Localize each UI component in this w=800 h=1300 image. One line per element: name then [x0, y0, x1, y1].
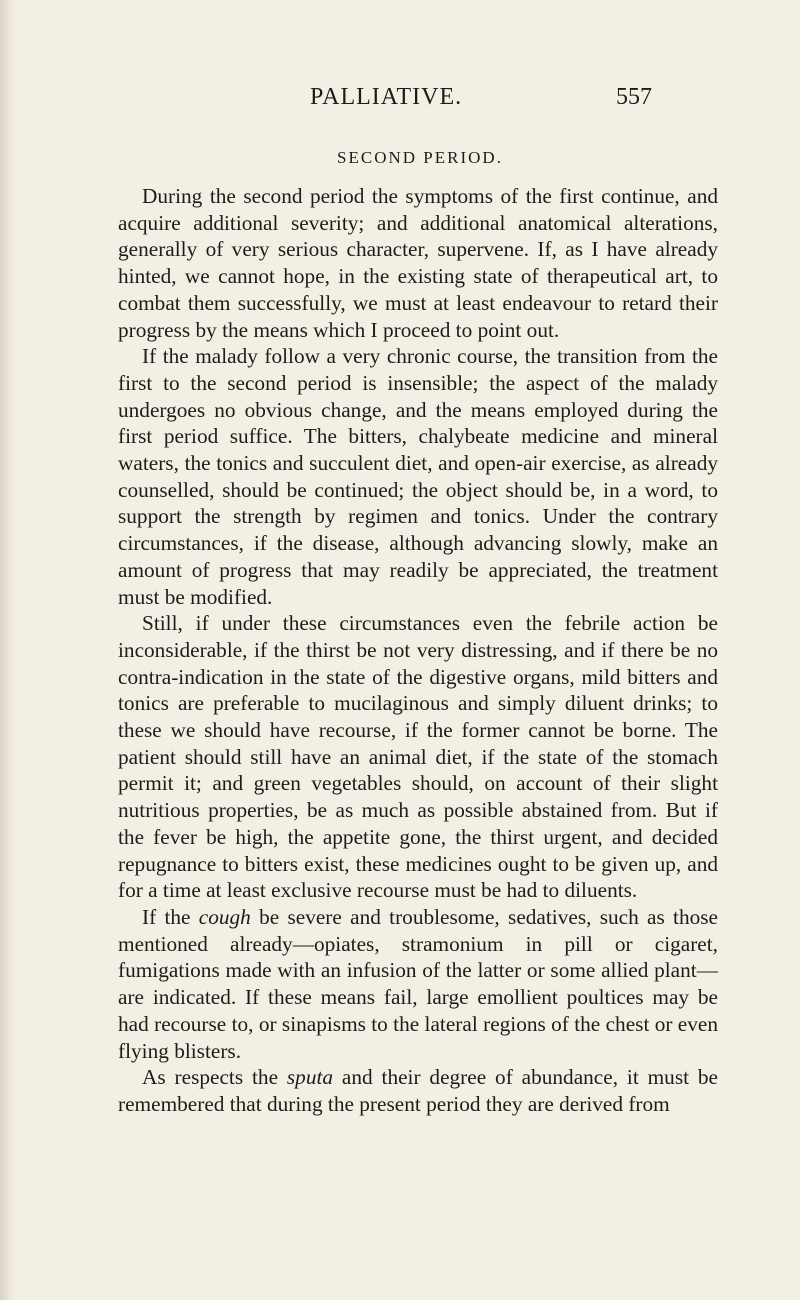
- sputa-text-after: and their degree of abundance, it must be remembered that during the present period they are derived from: [118, 1065, 718, 1116]
- paragraph-sputa: [118, 1064, 718, 1117]
- paragraph-1: During the second period the symptoms of the first continue, and acquire additional severity; and additional anatomical alterations, generally of very serious character, supervene. If, as I have already hinted, we cannot hope, in the existing state of therapeutical art, to combat them successfully, we must at least endeavour to retard their progress by the means which I proceed to point out.: [118, 184, 718, 342]
- paragraph-2: If the malady follow a very chronic course, the transition from the first to the second period is insensible; the aspect of the malady undergoes no obvious change, and the means employed during the first period suffice. The bitters, chalybeate medicine and mineral waters, the tonics and succulent diet, and open-air exercise, as already counselled, should be continued; the object should be, in a word, to support the strength by regimen and tonics. Under the contrary circumstances, if the disease, although advancing slowly, make an amount of progress that may readily be appreciated, the treatment must be modified.: [118, 344, 718, 609]
- sputa-text-before: As respects the: [142, 1065, 287, 1090]
- cough-italic: cough: [198, 904, 251, 929]
- page-edge-shadow: [0, 0, 16, 1300]
- paragraph-3: Still, if under these circumstances even the febrile action be inconsiderable, if the thirst be not very distressing, and if there be no contra-indication in the state of the digestive organs, mild bitters and tonics are preferable to mucilaginous and simply diluent drinks; to these we should have recourse, if the former cannot be borne. The patient should still have an animal diet, if the state of the stomach permit it; and green vegetables should, on account of their slight nutritious properties, be as much as possible abstained from. But if the fever be high, the appetite gone, the thirst urgent, and decided repugnance to bitters exist, these medicines ought to be given up, and for a time at least exclusive recourse must be had to diluents.: [118, 611, 718, 903]
- sputa-italic: sputa: [286, 1065, 334, 1090]
- section-heading: SECOND PERIOD.: [337, 148, 503, 167]
- cough-text-before: If the: [142, 904, 199, 929]
- body-text: [118, 183, 718, 1118]
- cough-text-after: be severe and troublesome, sedatives, such as those mentioned already—opiates, stramonium in pill or cigaret, fumigations made with an infusion of the latter or some allied plant—are indicated. If these means fail, large emollient poultices may be had recourse to, or sinapisms to the lateral regions of the chest or even flying blisters.: [118, 904, 718, 1063]
- page-number: 557: [616, 84, 652, 110]
- paragraph-cough: [118, 904, 718, 1064]
- running-head: [0, 78, 800, 118]
- running-title: PALLIATIVE.: [310, 84, 463, 110]
